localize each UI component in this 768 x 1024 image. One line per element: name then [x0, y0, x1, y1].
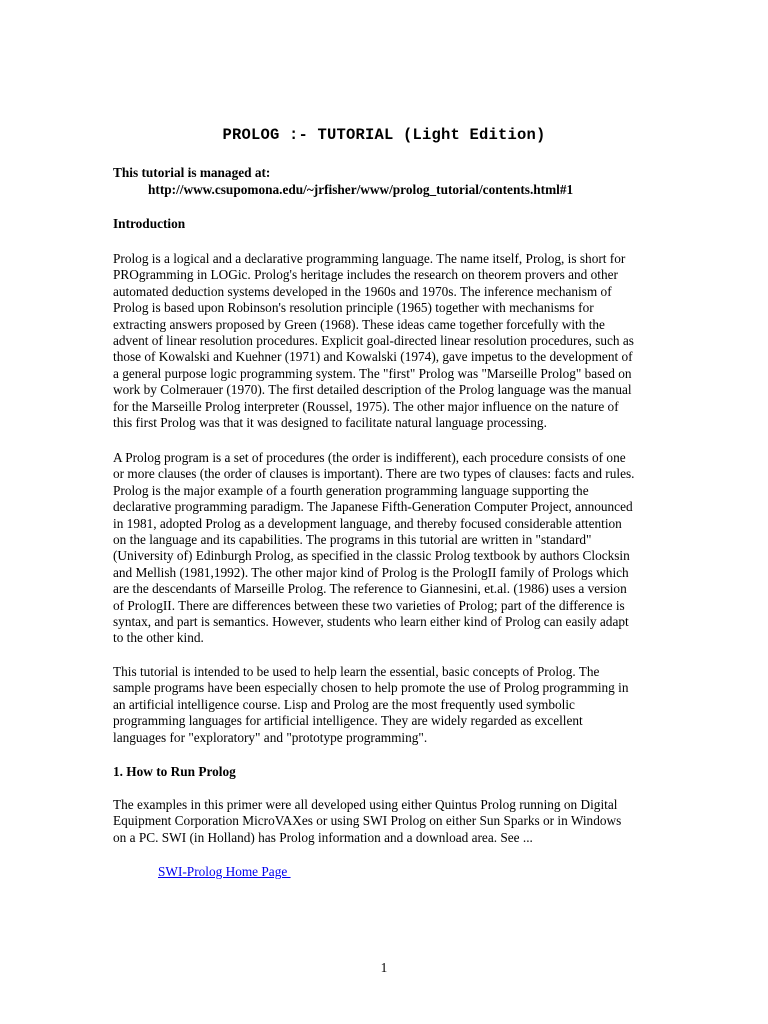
text-line: automated deduction systems developed in the 1960s and 1970s. The inference mechanism of — [113, 283, 612, 299]
paragraph-4-text — [113, 797, 658, 846]
managed-label: This tutorial is managed at: — [113, 165, 271, 180]
swi-prolog-home-page-link[interactable]: SWI-Prolog Home Page — [158, 864, 291, 879]
text-line: syntax, and part is semantics. However, students who learn either kind of Prolog can easily adapt — [113, 614, 629, 630]
text-line: of PrologII. There are differences between these two varieties of Prolog; part of the difference is — [113, 597, 625, 613]
text-line: The examples in this primer were all developed using either Quintus Prolog running on Digital — [113, 797, 618, 812]
page-number: 1 — [380, 960, 388, 975]
text-line: to the other kind. — [113, 630, 204, 646]
text-line: languages for "exploratory" and "prototype programming". — [113, 729, 428, 745]
text-line: This tutorial is intended to be used to help learn the essential, basic concepts of Prolog. The — [113, 664, 600, 679]
text-line: Prolog is a logical and a declarative programming language. The name itself, Prolog, is short for — [113, 251, 626, 266]
text-line: (University of) Edinburgh Prolog, as specified in the classic Prolog textbook by authors Clocksin — [113, 548, 630, 564]
introduction-heading: Introduction — [113, 216, 186, 231]
document-title: PROLOG :- TUTORIAL (Light Edition) — [222, 126, 546, 144]
text-line: on a PC. SWI (in Holland) has Prolog information and a download area. See ... — [113, 829, 533, 845]
paragraph-2-text — [113, 450, 658, 647]
paragraph-4 — [113, 797, 658, 846]
paragraph-3 — [113, 664, 658, 746]
text-line: A Prolog program is a set of procedures (the order is indifferent), each procedure consists of one — [113, 450, 626, 465]
text-line: or more clauses (the order of clauses is important). There are two types of clauses: facts and rules. — [113, 466, 635, 482]
text-line: sample programs have been especially chosen to help promote the use of Prolog programming in — [113, 680, 629, 696]
text-line: Prolog is based upon Robinson's resolution principle (1965) together with mechanisms for — [113, 300, 594, 316]
text-line: for the Marseille Prolog interpreter (Roussel, 1975). The other major influence on the nature of — [113, 398, 619, 414]
text-line: advent of linear resolution procedures. Explicit goal-directed linear resolution procedures, such as — [113, 333, 634, 349]
text-line: work by Colmerauer (1970). The first detailed description of the Prolog language was the manual — [113, 382, 632, 398]
paragraph-3-text — [113, 664, 658, 746]
text-line: those of Kowalski and Kuehner (1971) and Kowalski (1974), gave impetus to the development of — [113, 349, 633, 365]
text-line: and Mellish (1981,1992). The other major kind of Prolog is the PrologII family of Prologs which — [113, 564, 629, 580]
text-line: PROgramming in LOGic. Prolog's heritage includes the research on theorem provers and other — [113, 267, 618, 283]
text-line: are the descendants of Marseille Prolog. The reference to Giannesini, et.al. (1986) uses a version — [113, 581, 627, 597]
section-1-heading: 1. How to Run Prolog — [113, 764, 236, 779]
managed-url: http://www.csupomona.edu/~jrfisher/www/prolog_tutorial/contents.html#1 — [148, 182, 574, 197]
paragraph-2 — [113, 450, 658, 647]
text-line: Prolog is the major example of a fourth generation programming language supporting the — [113, 482, 589, 498]
text-line: extracting answers proposed by Green (1968). These ideas came together forcefully with the — [113, 316, 605, 332]
paragraph-1 — [113, 251, 658, 431]
text-line: declarative programming paradigm. The Japanese Fifth-Generation Computer Project, announced — [113, 499, 633, 515]
text-line: on the language and its capabilities. The programs in this tutorial are written in "standard" — [113, 532, 592, 548]
text-line: Equipment Corporation MicroVAXes or using SWI Prolog on either Sun Sparks or in Windows — [113, 813, 622, 829]
paragraph-1-text — [113, 251, 658, 431]
text-line: programming languages for artificial intelligence. They are widely regarded as excellent — [113, 713, 583, 729]
text-line: a general purpose logic programming system. The "first" Prolog was "Marseille Prolog" based on — [113, 365, 632, 381]
text-line: this first Prolog was that it was designed to facilitate natural language processing. — [113, 415, 547, 431]
text-line: an artificial intelligence course. Lisp and Prolog are the most frequently used symbolic — [113, 696, 575, 712]
text-line: in 1981, adopted Prolog as a development language, and thereby focused considerable attention — [113, 515, 622, 531]
